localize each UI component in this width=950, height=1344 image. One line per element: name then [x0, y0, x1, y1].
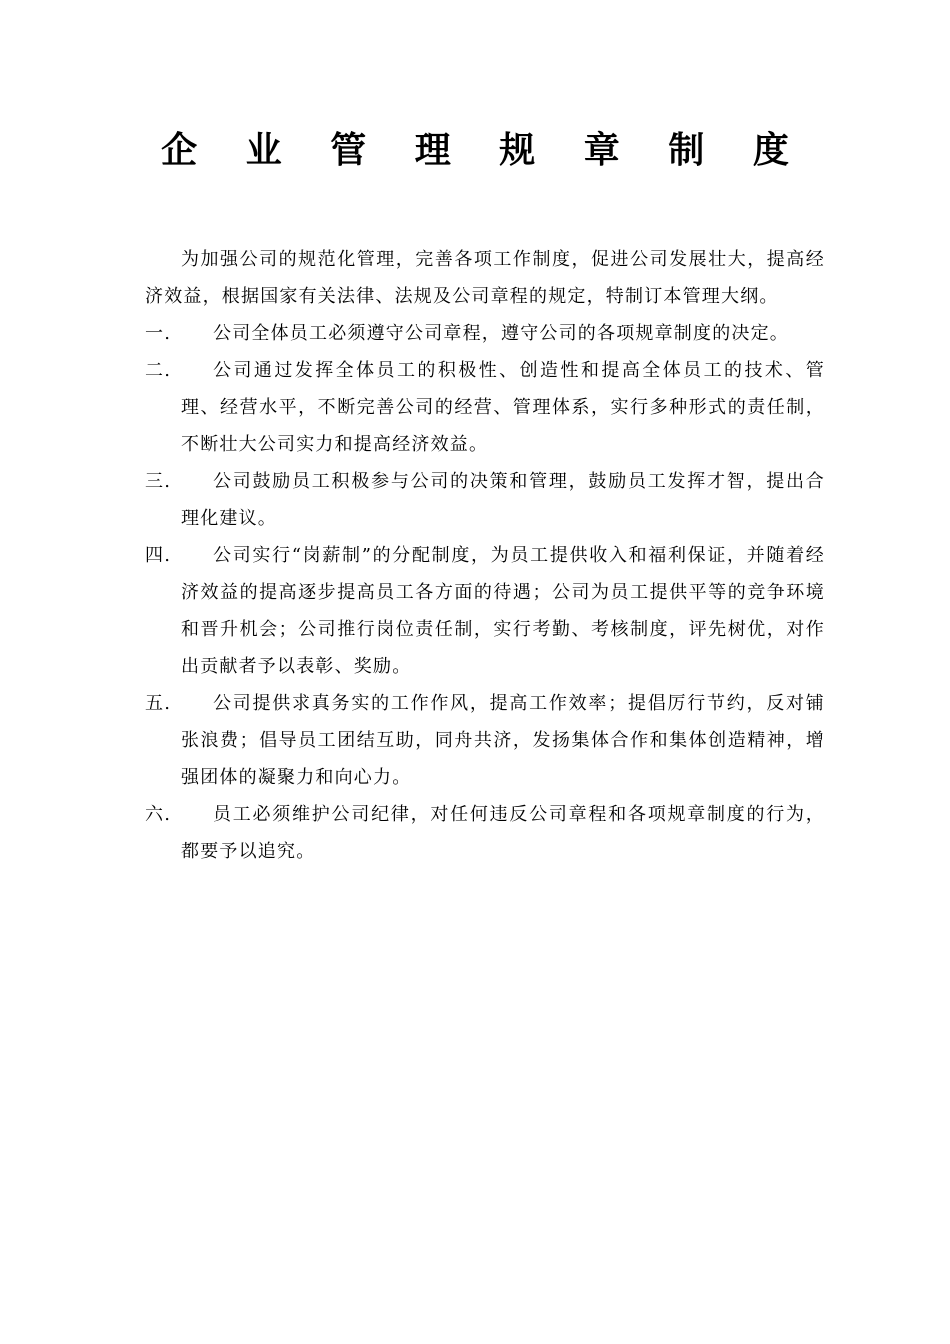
- intro-paragraph: 为加强公司的规范化管理，完善各项工作制度，促进公司发展壮大，提高经济效益，根据国家有关法律、法规及公司章程的规定，特制订本管理大纲。: [145, 249, 825, 307]
- rule-number: 五.: [145, 693, 172, 714]
- document-title: 企 业 管 理 规 章 制 度: [161, 130, 807, 171]
- rule-item-3: [145, 463, 825, 537]
- rule-text: 公司实行“岗薪制”的分配制度，为员工提供收入和福利保证，并随着经济效益的提高逐步提高员工各方面的待遇；公司为员工提供平等的竞争环境和晋升机会；公司推行岗位责任制，实行考勤、考核制度，评先树优，对作出贡献者予以表彰、奖励。: [181, 545, 825, 677]
- rule-item-5: [145, 685, 825, 796]
- rule-number: 四.: [145, 545, 172, 566]
- rule-number: 一.: [145, 323, 172, 344]
- rule-text: 公司鼓励员工积极参与公司的决策和管理，鼓励员工发挥才智，提出合理化建议。: [181, 471, 825, 529]
- document-body: [145, 241, 825, 870]
- rule-item-6: [145, 796, 825, 870]
- rule-number: 六.: [145, 804, 172, 825]
- rule-text: 员工必须维护公司纪律，对任何违反公司章程和各项规章制度的行为，都要予以追究。: [181, 804, 825, 862]
- rule-item-2: [145, 352, 825, 463]
- rule-item-4: [145, 537, 825, 685]
- rule-text: 公司提供求真务实的工作作风，提高工作效率；提倡厉行节约，反对铺张浪费；倡导员工团结互助，同舟共济，发扬集体合作和集体创造精神，增强团体的凝聚力和向心力。: [181, 693, 825, 788]
- rule-item-1: [145, 315, 825, 352]
- rule-text: 公司通过发挥全体员工的积极性、创造性和提高全体员工的技术、管理、经营水平，不断完善公司的经营、管理体系，实行多种形式的责任制，不断壮大公司实力和提高经济效益。: [181, 360, 825, 455]
- rule-number: 二.: [145, 360, 172, 381]
- rules-list: [145, 315, 825, 870]
- rule-number: 三.: [145, 471, 172, 492]
- rule-text: 公司全体员工必须遵守公司章程，遵守公司的各项规章制度的决定。: [213, 323, 789, 344]
